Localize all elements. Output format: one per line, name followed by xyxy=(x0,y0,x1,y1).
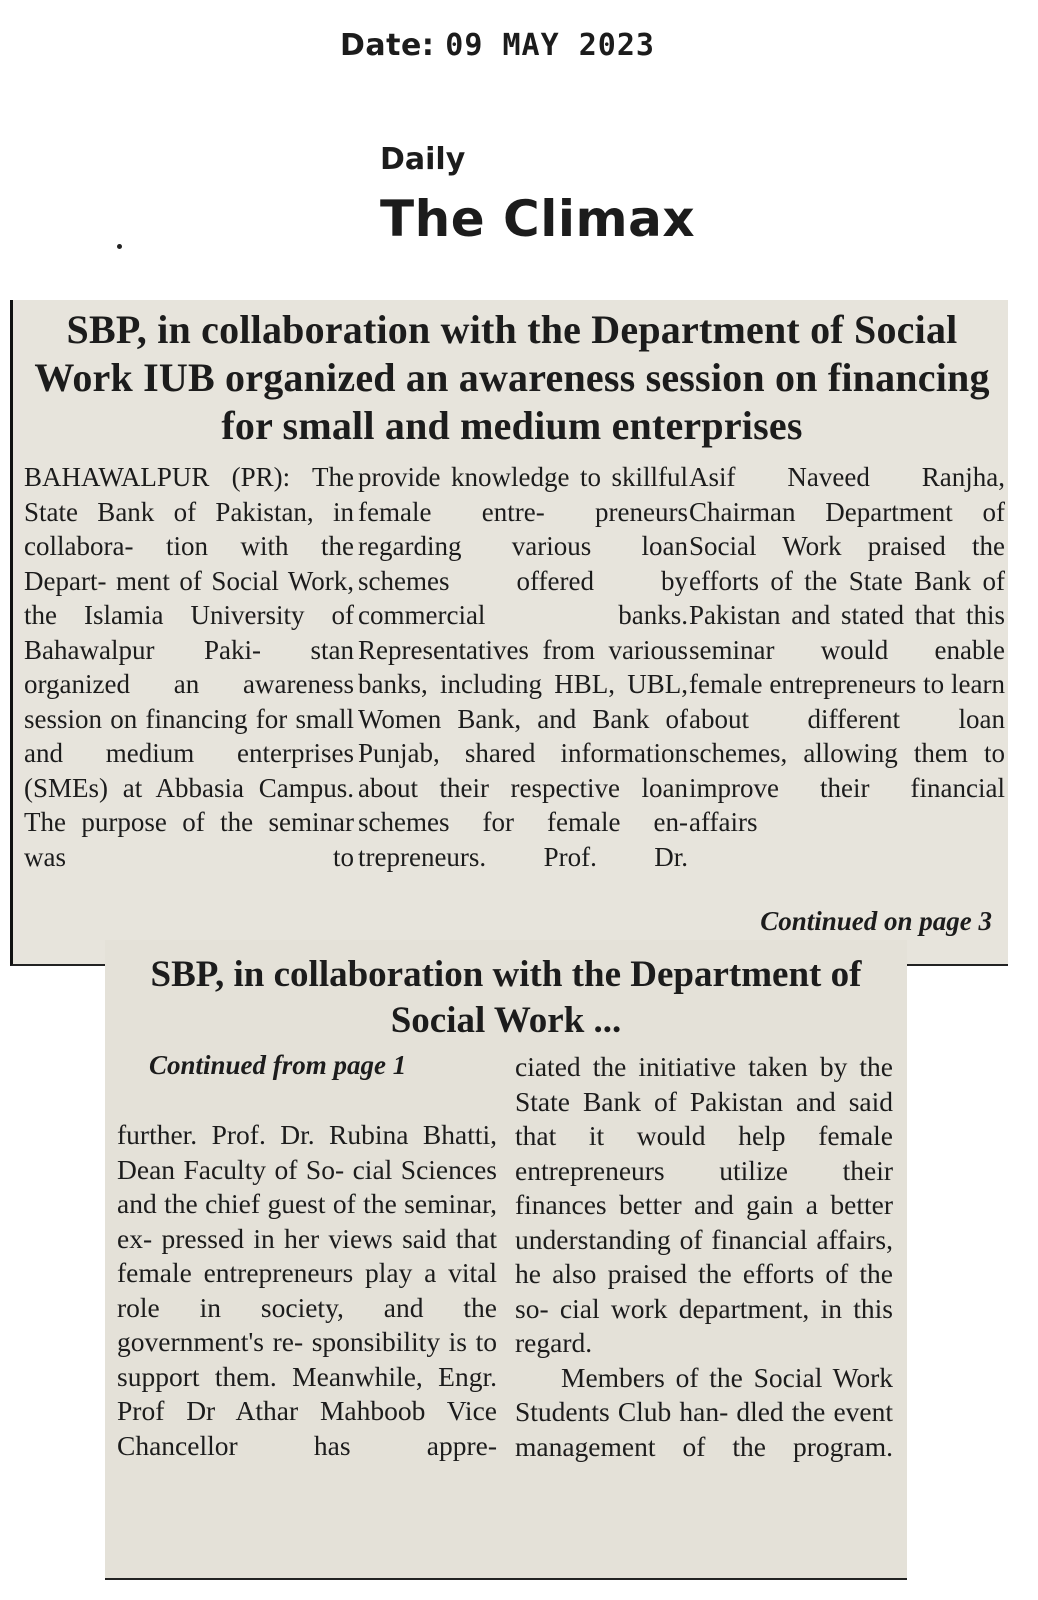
continued-on-note: Continued on page 3 xyxy=(760,906,992,936)
continuation-paragraph-2: Members of the Social Work Students Club han- dled the event management of the program. xyxy=(515,1361,893,1462)
date-label: Date: xyxy=(340,28,435,63)
continuation-paragraph-1: ciated the initiative taken by the State Bank of Pakistan and said that it would help female entrepreneurs utilize their finances better and gain a better understanding of financial affairs, he also praised the efforts of the so- cial work department, in this regard. xyxy=(515,1051,893,1358)
newspaper-kicker: Daily xyxy=(380,142,466,177)
main-article-column-2: provide knowledge to skillful female entre- preneurs regarding various loan schemes offered by commercial banks. Representatives from various banks, including HBL, UBL, Women Bank, and Bank of Punjab, shared information about their respective loan schemes for female en- trepreneurs. Prof. Dr. xyxy=(358,462,688,872)
print-speck xyxy=(117,244,122,249)
main-article-column-1: BAHAWALPUR (PR): The State Bank of Pakistan, in collabora- tion with the Depart- ment of Social Work, the Islamia University of Bahawalpur Paki- stan organized an awareness session on financing for small and medium enterprises (SMEs) at Abbasia Campus. The purpose of the seminar was to xyxy=(24,462,354,872)
main-article-clipping xyxy=(10,300,1008,966)
continuation-column-2 xyxy=(515,1050,893,1464)
continuation-headline: SBP, in collaboration with the Department of Social Work ... xyxy=(150,954,862,1041)
continued-from-note: Continued from page 1 xyxy=(149,1050,407,1080)
continuation-clipping xyxy=(105,940,907,1580)
main-headline: SBP, in collaboration with the Department of Social Work IUB organized an awareness session on financing for small and medium enterprises xyxy=(34,307,990,448)
date-value: 09 MAY 2023 xyxy=(445,28,655,63)
main-article-column-3: Asif Naveed Ranjha, Chairman Department of Social Work praised the efforts of the State Bank of Pakistan and stated that this seminar would enable female entrepreneurs to learn about different loan schemes, allowing them to improve their financial affairs xyxy=(689,462,1005,837)
date-stamp xyxy=(340,28,655,63)
newspaper-name: The Climax xyxy=(380,190,696,248)
continuation-column-1: further. Prof. Dr. Rubina Bhatti, Dean Faculty of So- cial Sciences and the chief guest of the seminar, ex- pressed in her views said that female entrepreneurs play a vital role in society, and the government's re- sponsibility is to support them. Meanwhile, Engr. Prof Dr Athar Mahboob Vice Chancellor has appre- xyxy=(117,1119,497,1461)
